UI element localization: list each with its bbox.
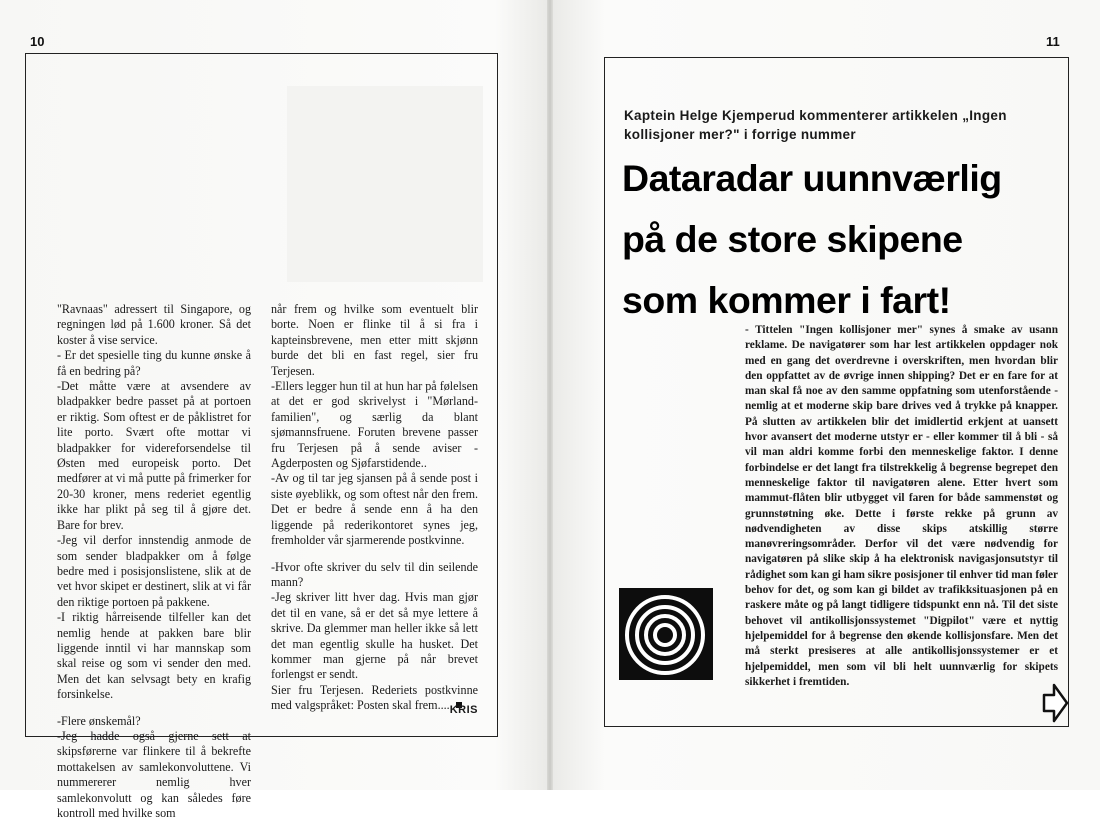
concentric-circles-icon — [619, 588, 713, 680]
headline-line: Dataradar uunnværlig — [622, 157, 1002, 199]
paragraph: -Ellers legger hun til at hun har på følelsen at det er god skrivelyst i "Mørland-familien", og særlig da blant sjømannsfruene. Foruten brevene passer fru Terjesen på å sende aviser - Agderposten og Sjøfarstidende.. — [271, 379, 478, 471]
headline-line: som kommer i fart! — [622, 279, 951, 321]
author-byline: KRIS — [449, 704, 478, 716]
headline-line: på de store skipene — [622, 218, 963, 260]
page-number-left: 10 — [30, 34, 45, 49]
article-headline — [622, 148, 1062, 331]
paragraph: -Jeg skriver litt hver dag. Hvis man gjør det til en vane, så er det så mye lettere å skrive. Da glemmer man heller ikke så lett det man egentlig skulle ha husket. Det kommer man gjerne på når brevet forlengst er sendt. — [271, 590, 478, 682]
paragraph: "Ravnaas" adressert til Singapore, og regningen lød på 1.600 kroner. Så det koster å vise service. — [57, 302, 251, 347]
show-through-photo — [287, 86, 483, 282]
article-kicker: Kaptein Helge Kjemperud kommenterer artikkelen „Ingen kollisjoner mer?" i forrige nummer — [624, 108, 1007, 142]
paragraph: -Hvor ofte skriver du selv til din seilende mann? — [271, 559, 478, 589]
paragraph: -Det måtte være at avsendere av bladpakker bedre passet på at portoen er riktig. Som oftest er de påklistret for lite porto. Svært ofte mottar vi bladpakker for videreforsendelse til Østen med europeisk porto. Det medfører at vi må putte på frimerker for 20-30 kroner, mens rederiet egentlig ikke har plikt på seg til å gjøre det. Bare for brev. — [57, 379, 251, 532]
page-gutter — [547, 0, 553, 790]
paragraph: - Er det spesielle ting du kunne ønske å få en bedring på? — [57, 348, 251, 378]
paragraph: -Jeg hadde også gjerne sett at skipsførerne var flinkere til å bekrefte mottakelsen av samlekonvoluttene. Vi nummererer nemlig hver samlekonvolutt og kan således føre kontroll med hvilke som — [57, 728, 251, 820]
page-number-right: 11 — [1046, 34, 1060, 49]
paragraph: -I riktig hårreisende tilfeller kan det nemlig hende at pakken bare blir liggende inntil vi har mannskap som skal reise og som vi sender den med. Men det kan selvsagt bety en krafig forsinkelse. — [57, 610, 251, 702]
paragraph: når frem og hvilke som eventuelt blir borte. Noen er flinke til å si fra i kapteinsbrevene, men etter mitt skjønn burde det bli en fast regel, sier fru Terjesen. — [271, 302, 478, 378]
paragraph: -Jeg vil derfor innstendig anmode de som sender bladpakker om å følge bedre med i posisjonslistene, slik at de vet hvor skipet er destinert, slik at vi får den riktige portoen på pakkene. — [57, 533, 251, 609]
article-body: - Tittelen "Ingen kollisjoner mer" synes å smake av usann reklame. De navigatører som har lest artikkelen oppdager nok med en gang det overdrevne i overskriften, men hvordan blir den oppfattet av de øvrige innen shipping? Det er en fare for at man skal få noe av den samme oppfatning som utenforstående - nemlig at et moderne skip bare drives ved å trykke på knapper. På slutten av artikkelen blir det imidlertid erkjent at uansett hvor avansert det moderne utstyr er - eller kommer til å bli - så vil man aldri komme forbi den menneskelige faktor. I denne forbindelse er det langt fra tilstrekkelig å begrense begrepet den menneskelige faktor til navigatøren alene. Etter hvert som mammut-flåten blir utbygget vil faren for både sammenstøt og grunnstøtning øke. Dette i første rekke på grunn av nødvendigheten av disse skips atskillig større manøvreringsområder. Derfor vil det være nødvendig for navigatøren på slike skip å ha elektronisk navigasjonsutstyr til rådighet som kan gi ham sikre posisjoner til enhver tid man føler behov for det, og som kan gi bildet av trafikksituasjonen på en raskere måte og på langt tidligere tidspunkt enn nå. Til det siste behovet vil antikollisjonssystemet "Digpilot" være et nyttig hjelpemiddel for å begrense den økende kollisjonsfare. Men det må sterkt presiseres at alle antikollisjonssystemer er et hjelpemiddel, men som vil bli helt uunnværlig for skipets sikkerhet i fremtiden. — [745, 324, 1058, 688]
left-article-column-1 — [57, 302, 251, 821]
paragraph: -Av og til tar jeg sjansen på å sende post i siste øyeblikk, og som oftest når den frem. Det er bedre å sende enn å ha den liggende på rederikontoret synes jeg, fremholder vår sjarmerende postkvinne. — [271, 471, 478, 548]
left-article-column-2 — [271, 302, 478, 714]
paragraph: -Flere ønskemål? — [57, 713, 141, 728]
paragraph-text: Sier fru Terjesen. Rederiets postkvinne med valgspråket: Posten skal frem..... — [271, 682, 478, 713]
arrow-right-outline-icon — [1040, 681, 1070, 725]
